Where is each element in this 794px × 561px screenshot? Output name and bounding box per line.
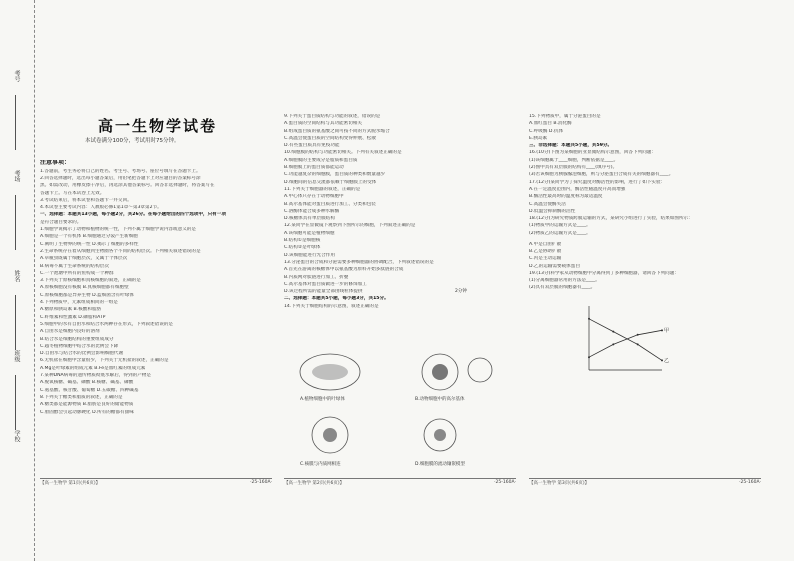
question-line: C.纤维素和性激素 D.磷脂和ATP: [40, 314, 106, 320]
question-line: 17.(12分)某同学为了探究温度对酶活性的影响，进行了如下实验：: [529, 179, 666, 185]
question-line: B.组成蛋白质的氨基酸之间可按不同的方式脱水缩合: [284, 128, 390, 134]
notice-item: 黑。如需改动，用橡皮擦干净后，再选涂其他答案标号。回答非选择题时，将答案写在: [40, 183, 215, 189]
question-line: A.该细胞可能是植物细胞: [284, 230, 335, 236]
question-line: 是符合题目要求的。: [40, 219, 82, 225]
question-line: C.溶酶体能合成多种水解酶: [284, 208, 340, 214]
question-line: C.一个池塘中所有的鱼构成一个种群: [40, 270, 114, 276]
question-line: (3)若该细胞为胰腺腺泡细胞，则与分泌蛋白合成有关的细胞器有____。: [529, 172, 674, 178]
chart-series-label-0: 甲: [664, 327, 670, 334]
question-line: A.细胞是一个有机体 B.细胞通过分裂产生新细胞: [40, 234, 138, 240]
question-line: D.该过程所需的能量全部由线粒体提供: [284, 289, 363, 295]
question-line: A.血红蛋白 B.消化酶: [529, 121, 572, 127]
notice-list: [40, 169, 272, 212]
transport-chart: [577, 300, 682, 380]
question-line: 16.(10分)下图为某细胞的亚显微结构示意图，回答下列问题：: [529, 150, 656, 156]
question-line: D.乙的运输需要载体蛋白: [529, 263, 580, 269]
question-line: B.内质网对肽链进行加工、折叠: [284, 274, 349, 280]
question-line: A.糖类都是能源物质 B.脂肪是良好的储能物质: [40, 402, 134, 408]
question-line: D.核糖体具有单层膜结构: [284, 216, 335, 222]
question-line: 19.(13分)科学家从动物细胞中分离得到了多种细胞器，请回答下列问题：: [529, 270, 679, 276]
chart-point: [588, 318, 590, 320]
figure-a: [300, 354, 360, 402]
question-line: 7.某种DNA病毒的遗传物质彻底水解后，得到的产物是: [40, 373, 151, 379]
notice-item: 1.答题前，考生务必将自己的姓名、考生号、考场号、座位号填写在答题卡上。: [40, 168, 201, 174]
question-line: E.胰岛素: [529, 135, 548, 141]
question-line: (2)物质乙的运输方式是____。: [529, 230, 591, 236]
question-line: D.低温会抑制酶的活性: [529, 208, 576, 214]
question-line: (1)分离细胞器常用的方法是____。: [529, 278, 600, 284]
cell-figures-svg: [290, 350, 515, 475]
column-1: [40, 160, 272, 417]
chart-point: [637, 334, 639, 336]
chart-point: [661, 329, 663, 331]
question-line: 4.下列物质中，元素组成相同的一组是: [40, 300, 118, 306]
question-line: A.蛋白质的空间结构与其功能密切相关: [284, 121, 363, 127]
question-line: 2.生命系统存在着从细胞到生物圈各个不同的结构层次。下列相关叙述错误的是: [40, 248, 201, 254]
question-line: B.细胞膜上的蛋白质都能运动: [284, 165, 344, 171]
question-line: (1)物质甲的运输方式是____。: [529, 223, 591, 229]
notice-item: 4.本试卷主要考试内容：人教版必修1第1章～第3章第2节。: [40, 205, 162, 211]
question-line: 二、选择题：本题共5小题，每小题3分，共15分。: [284, 296, 389, 302]
footer-page-2-label: 【高一生物学 第2页(共6页)】: [284, 481, 345, 486]
notice-heading: 注意事项：: [40, 160, 71, 166]
question-line: C.越冬植物细胞中结合水的比例会下降: [40, 343, 119, 349]
question-line: A.细胞膜的主要成分是脂质和蛋白质: [284, 157, 358, 163]
question-line: C.阐明了生物界的统一性 D.揭示了细胞的多样性: [40, 241, 139, 247]
question-line: (1)该细胞属于____细胞，判断依据是____。: [529, 157, 619, 163]
question-line: 三、非选择题：本题共5小题，共59分。: [529, 143, 613, 149]
question-line: C.胆固醇会引起动脉硬化 D.所有的糖都有甜味: [40, 409, 134, 415]
question-line: 3.下列关于原核细胞和真核细胞的叙述，正确的是: [40, 278, 141, 284]
column-3: [529, 114, 761, 293]
question-line: A.自由水是细胞内良好的溶剂: [40, 329, 100, 335]
figcaption-c: C.核膜与内质网相连: [300, 462, 341, 467]
question-line: 12.某同学在显微镜下观察到下图所示的细胞，下列叙述正确的是: [284, 223, 416, 229]
notice-item: 答题卡上。写在本试卷上无效。: [40, 190, 105, 196]
chart-point: [661, 359, 663, 361]
stamp-label: 2分钟: [455, 289, 467, 294]
chart-point: [612, 331, 614, 333]
question-line: (2)图中具有双层膜的结构有____(填序号)。: [529, 165, 618, 171]
question-line: B.结合水是细胞结构的重要组成成分: [40, 336, 114, 342]
binding-label-kaochang: 考场: [13, 170, 20, 182]
question-line: A.糖原和胰岛素 B.核酸和脂肪: [40, 307, 102, 313]
question-line: C.原核细胞都是异养生物 D.蓝细菌含有叶绿体: [40, 292, 134, 298]
question-line: (2)具有双层膜的细胞器有____。: [529, 285, 596, 291]
footer-page-1-label: 【高一生物学 第1页(共6页)】: [40, 481, 101, 486]
binding-margin: [0, 0, 35, 561]
figcaption-b: B.动物细胞中的高尔基体: [415, 397, 465, 402]
chart-point: [637, 343, 639, 345]
exam-subtitle: 本试卷满分100分，考试用时75分钟。: [85, 138, 180, 144]
question-line: B.结构①是细胞核: [284, 238, 321, 244]
question-line: B.病毒不属于生命系统的结构层次: [40, 263, 109, 269]
question-line: D.该细胞能进行光合作用: [284, 252, 335, 258]
question-line: A.甲是自由扩散: [529, 241, 562, 247]
figure-b: [415, 354, 492, 402]
question-line: C.氨基酸、核苷酸、葡萄糖 D.五碳糖、四种碱基: [40, 387, 139, 393]
question-line: A.首先在游离的核糖体中以氨基酸为原料开始多肽链的合成: [284, 267, 404, 273]
question-line: A.在一定温度范围内，酶活性随温度升高而增强: [529, 186, 626, 192]
question-line: 一、选择题：本题共13小题，每小题2分，共26分。在每小题给出的四个选项中，只有一项: [40, 212, 226, 218]
question-line: 18.(12分)为研究物质跨膜运输的方式，某研究小组进行了实验，结果如图所示：: [529, 216, 693, 222]
question-line: C.结构②是叶绿体: [284, 245, 321, 251]
footer-page-1: [40, 478, 272, 486]
figcaption-d: D.细胞膜的流动镶嵌模型: [415, 462, 465, 467]
question-line: 15.下列物质中，属于分泌蛋白的是: [529, 114, 601, 119]
footer-page-3: [529, 478, 761, 486]
question-line: A.原核细胞没有核膜 B.真核细胞都有细胞壁: [40, 285, 129, 291]
binding-label-class: 班级: [13, 350, 20, 362]
question-line: C.高尔基体对蛋白质做进一步的修饰加工: [284, 281, 367, 287]
footer-page-2: [284, 478, 516, 486]
question-line: C.呼吸酶 D.抗体: [529, 128, 564, 134]
question-line: A.Mg是叶绿素的组成元素 B.Fe是血红素的组成元素: [40, 365, 146, 371]
question-line: 11.下列关于细胞器的叙述，正确的是: [284, 186, 361, 192]
question-line: 14.下列关于细胞结构的示意图，叙述正确的是: [284, 303, 379, 309]
column-2-questions: [284, 114, 516, 310]
question-line: A.中心体只存在于动物细胞中: [284, 194, 344, 200]
footer-page-1-code: ·25-160A·: [250, 480, 272, 485]
footer-page-3-code: ·25-160A·: [739, 480, 761, 485]
question-line: 9.下列关于蛋白质结构与功能的叙述，错误的是: [284, 114, 381, 119]
question-line: C.高温会使蛋白质的空间结构变得伸展、松散: [284, 135, 376, 141]
figure-d: [415, 419, 465, 467]
question-line: C.高温会使酶失活: [529, 201, 566, 207]
chart-point: [612, 343, 614, 345]
question-line: 5.细胞中的水有自由水和结合水两种存在形式，下列叙述错误的是: [40, 321, 174, 327]
cell-figures: [290, 350, 515, 475]
figcaption-a: A.植物细胞中的叶绿体: [300, 397, 345, 402]
question-line: C.丙是主动运输: [529, 256, 562, 262]
question-line: 6.无机盐在细胞中含量很少，下列关于无机盐的叙述，正确的是: [40, 358, 169, 364]
figure-c: [300, 417, 348, 467]
question-line: D.细胞间的信息交流都依赖于细胞膜上的受体: [284, 179, 377, 185]
footer-page-3-label: 【高一生物学 第3页(共6页)】: [529, 481, 590, 486]
exam-title: 高一生物学试卷: [98, 117, 218, 135]
binding-label-name: 姓名: [13, 270, 20, 282]
question-line: 8.下列关于糖类和脂质的叙述，正确的是: [40, 394, 123, 400]
column-2: [284, 114, 516, 311]
question-line: B.乙是协助扩散: [529, 248, 562, 254]
chart-series-label-1: 乙: [664, 357, 670, 364]
question-line: 10.细胞膜的结构与功能密切相关。下列有关叙述正确的是: [284, 150, 402, 156]
notice-item: 3.考试结束后，将本试卷和答题卡一并交回。: [40, 197, 132, 203]
notice-item: 2.回答选择题时，选出每小题答案后，用铅笔把答题卡上对应题目的答案标号涂: [40, 176, 201, 181]
question-line: D.自由水与结合水的比例会影响细胞代谢: [40, 351, 124, 357]
column-1-questions: [40, 212, 272, 416]
footer-page-2-code: ·25-160A·: [494, 480, 516, 485]
chart-point: [588, 356, 590, 358]
binding-label-school: 学校: [13, 430, 20, 442]
question-line: B.高尔基体能对蛋白质进行加工、分类和包装: [284, 201, 376, 207]
column-3-questions: [529, 114, 761, 292]
question-line: B.酶活性最高时的温度称为最适温度: [529, 194, 603, 200]
question-line: 1.细胞学说揭示了动物和植物的统一性，下列不属于细胞学说内容或意义的是: [40, 227, 196, 233]
question-line: D.有些蛋白质具有免疫功能: [284, 143, 340, 149]
transport-chart-svg: [577, 300, 682, 380]
question-line: C.功能越复杂的细胞膜，蛋白质的种类和数量越少: [284, 172, 386, 178]
question-line: A.草履虫既属于细胞层次，又属于个体层次: [40, 256, 128, 262]
question-line: A.脱氧核糖、碱基、磷酸 B.核糖、碱基、磷酸: [40, 380, 134, 386]
binding-label-kaohao: 考号: [13, 70, 20, 82]
question-line: 13.分泌蛋白的合成和分泌需要多种细胞器的协调配合，下列叙述错误的是: [284, 259, 434, 265]
